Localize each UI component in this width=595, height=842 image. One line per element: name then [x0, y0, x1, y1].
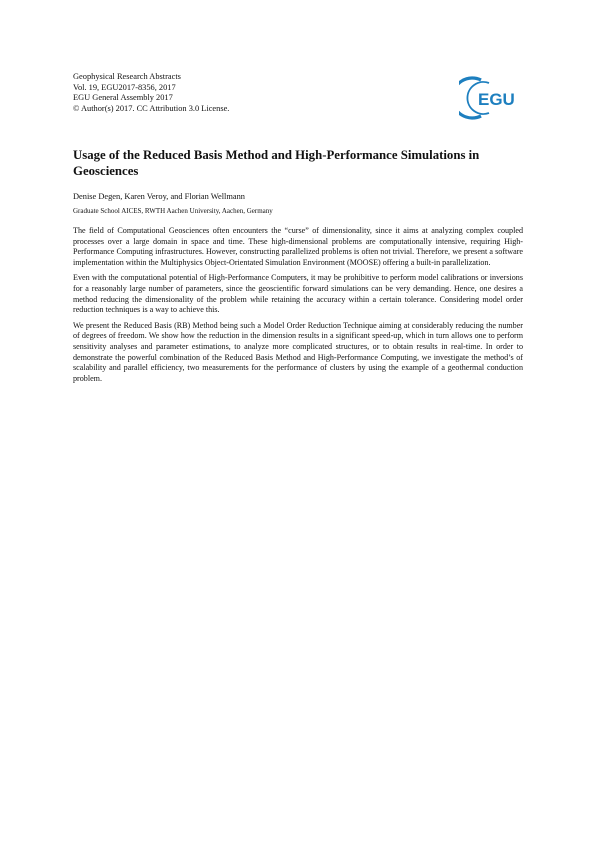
journal-name: Geophysical Research Abstracts — [73, 72, 181, 81]
assembly-name: EGU General Assembly 2017 — [73, 93, 173, 103]
abstract-paragraph: Even with the computational potential of High-Performance Computers, it may be prohibitive to perform model calibrations or inversions for a reasonably large number of parameters, since the geoscientific forward simulations can be very demanding. Hence, one desires a method reducing the dimensionality of the problem while retaining the accuracy within a certain tolerance. Considering model order reduction techniques is a way to achieve this. — [73, 273, 523, 315]
abstract-body — [73, 226, 523, 389]
license-text: © Author(s) 2017. CC Attribution 3.0 License. — [73, 103, 230, 113]
abstract-paragraph: We present the Reduced Basis (RB) Method being such a Model Order Reduction Technique aiming at considerably reducing the number of degrees of freedom. We show how the reduction in the dimension results in a significant speed-up, which in turn allows one to perform sensitivity analyses and parameter estimations, to analyze more complicated structures, or to obtain results in real-time. In order to demonstrate the powerful combination of the Reduced Basis Method and High-Performance Computing, we investigate the method’s of scalability and parallel efficiency, two measurements for the performance of clusters by using the example of a geothermal conduction problem. — [73, 320, 523, 383]
abstract-title: Usage of the Reduced Basis Method and High-Performance Simulations in Geosciences — [73, 148, 480, 178]
affiliation: Graduate School AICES, RWTH Aachen University, Aachen, Germany — [73, 207, 273, 215]
logo-text: EGU — [478, 90, 515, 109]
egu-logo — [459, 74, 523, 122]
author-list: Denise Degen, Karen Veroy, and Florian Wellmann — [73, 192, 245, 201]
abstract-paragraph: The field of Computational Geosciences often encounters the “curse” of dimensionality, since it aims at analyzing complex coupled processes over a large domain in space and time. These high-dimensional problems are computationally intensive, requiring High-Performance Computing infrastructures. However, constructing parallelized problems is often not trivial. Therefore, we present a software implementation within the Multiphysics Object-Orientated Simulation Environment (MOOSE) offering a built-in parallelization. — [73, 226, 523, 267]
volume-info: Vol. 19, EGU2017-8356, 2017 — [73, 82, 176, 92]
publication-header — [73, 72, 433, 114]
